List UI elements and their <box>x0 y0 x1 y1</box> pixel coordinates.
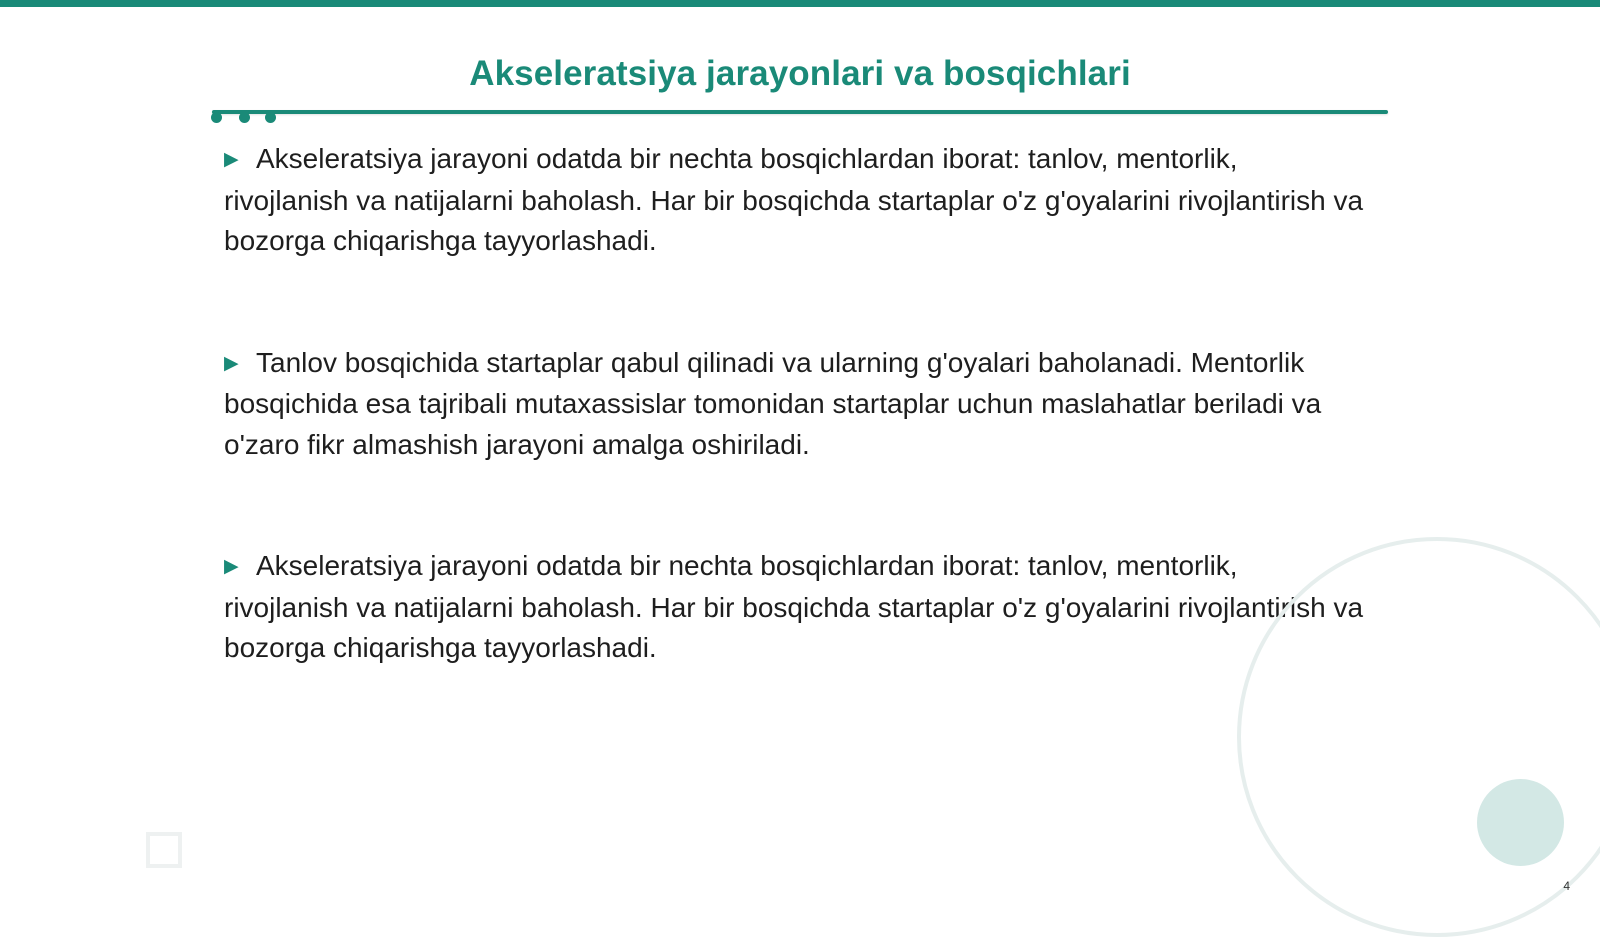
triangle-right-icon: ▶ <box>224 556 239 577</box>
triangle-right-icon: ▶ <box>224 352 239 374</box>
slide-title: Akseleratsiya jarayonlari va bosqichlari <box>469 54 1131 93</box>
underline-dot <box>239 112 250 123</box>
bullet-paragraph <box>224 343 1364 466</box>
decorative-square <box>146 832 182 868</box>
slide-body <box>224 139 1364 750</box>
title-underline <box>212 110 1388 114</box>
decorative-circle <box>1477 779 1564 866</box>
underline-dot <box>211 112 222 123</box>
paragraph-text: Akseleratsiya jarayoni odatda bir nechta bosqichlardan iborat: tanlov, mentorlik, rivojlanish va natijalarni baholash. Har bir bosqichda startaplar o'z g'oyalarini rivojlantirish va bozorga chiqarishga tayyorlashadi. <box>224 143 1364 256</box>
paragraph-text: Akseleratsiya jarayoni odatda bir nechta bosqichlardan iborat: tanlov, mentorlik, rivojlanish va natijalarni baholash. Har bir bosqichda startaplar o'z g'oyalarini rivojlantirish va bozorga chiqarishga tayyorlashadi. <box>224 550 1364 663</box>
underline-dot <box>265 112 276 123</box>
top-accent-bar <box>0 0 1600 7</box>
bullet-paragraph <box>224 546 1364 669</box>
page-number: 4 <box>1563 879 1570 893</box>
paragraph-text: Tanlov bosqichida startaplar qabul qilinadi va ularning g'oyalari baholanadi. Mentorlik bosqichida esa tajribali mutaxassislar tomonidan startaplar uchun maslahatlar beriladi va o'zaro fikr almashish jarayoni amalga oshiriladi. <box>224 346 1322 460</box>
bullet-paragraph <box>224 139 1364 262</box>
triangle-right-icon: ▶ <box>224 149 239 170</box>
